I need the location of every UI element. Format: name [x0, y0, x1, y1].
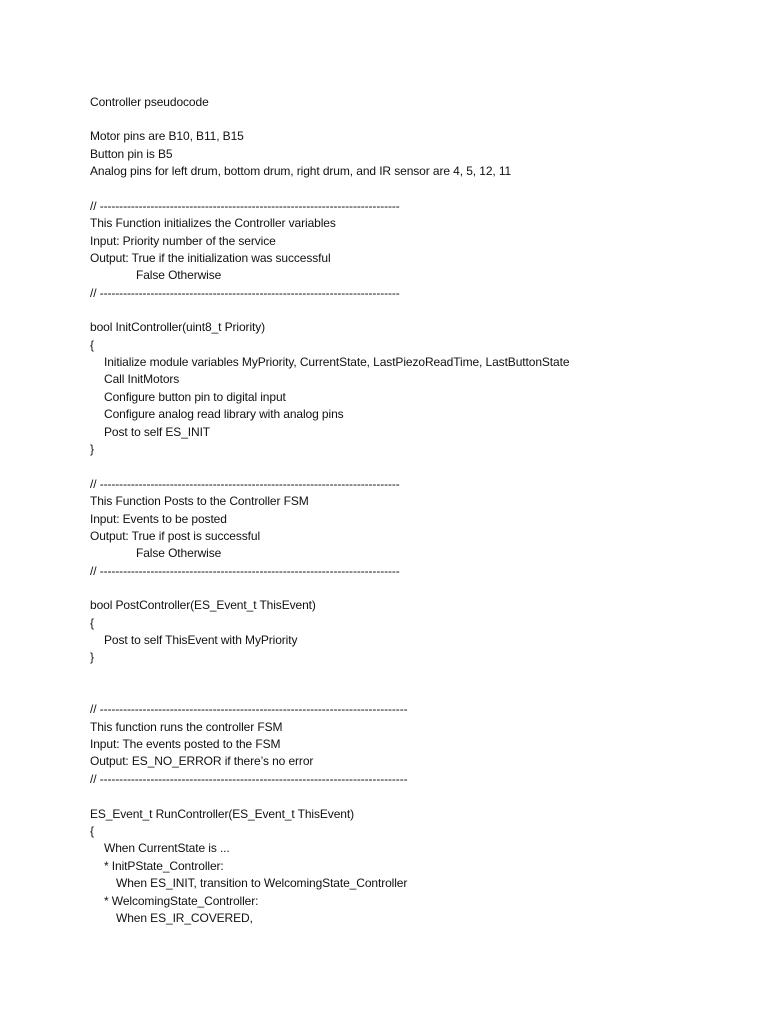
code-line: Call InitMotors	[104, 372, 180, 386]
open-brace: {	[90, 616, 94, 630]
function-description: This Function initializes the Controller variables	[90, 216, 336, 230]
open-brace: {	[90, 338, 94, 352]
comment-separator: // -----------------------------------------------------------------------------	[90, 477, 400, 491]
state-case: * WelcomingState_Controller:	[104, 894, 259, 908]
code-line: Configure analog read library with analog pins	[104, 407, 344, 421]
document-title: Controller pseudocode	[90, 95, 209, 109]
hardware-line: Analog pins for left drum, bottom drum, right drum, and IR sensor are 4, 5, 12, 11	[90, 164, 512, 178]
function-signature: bool PostController(ES_Event_t ThisEvent)	[90, 598, 316, 612]
code-line: Post to self ThisEvent with MyPriority	[104, 633, 298, 647]
comment-separator: // -------------------------------------------------------------------------------	[90, 702, 408, 716]
function-description: This function runs the controller FSM	[90, 720, 283, 734]
function-input: Input: Events to be posted	[90, 512, 227, 526]
comment-separator: // -----------------------------------------------------------------------------	[90, 564, 400, 578]
hardware-line: Motor pins are B10, B11, B15	[90, 129, 244, 143]
function-output: Output: True if post is successful	[90, 529, 261, 543]
code-line: Post to self ES_INIT	[104, 425, 211, 439]
function-output-otherwise: False Otherwise	[136, 546, 222, 560]
function-input: Input: Priority number of the service	[90, 234, 276, 248]
state-action: When ES_IR_COVERED,	[116, 911, 253, 925]
code-line: When CurrentState is ...	[104, 841, 230, 855]
close-brace: }	[90, 442, 94, 456]
comment-separator: // -------------------------------------------------------------------------------	[90, 772, 408, 786]
function-signature: bool InitController(uint8_t Priority)	[90, 320, 266, 334]
comment-separator: // -----------------------------------------------------------------------------	[90, 199, 400, 213]
function-input: Input: The events posted to the FSM	[90, 737, 281, 751]
hardware-line: Button pin is B5	[90, 147, 173, 161]
comment-separator: // -----------------------------------------------------------------------------	[90, 286, 400, 300]
function-output: Output: True if the initialization was successful	[90, 251, 331, 265]
state-case: * InitPState_Controller:	[104, 859, 224, 873]
function-description: This Function Posts to the Controller FSM	[90, 494, 309, 508]
code-line: Configure button pin to digital input	[104, 390, 286, 404]
open-brace: {	[90, 824, 94, 838]
close-brace: }	[90, 650, 94, 664]
function-output-otherwise: False Otherwise	[136, 268, 222, 282]
function-signature: ES_Event_t RunController(ES_Event_t ThisEvent)	[90, 807, 354, 821]
function-output: Output: ES_NO_ERROR if there’s no error	[90, 754, 314, 768]
state-action: When ES_INIT, transition to WelcomingState_Controller	[116, 876, 408, 890]
code-line: Initialize module variables MyPriority, CurrentState, LastPiezoReadTime, LastButtonState	[104, 355, 570, 369]
